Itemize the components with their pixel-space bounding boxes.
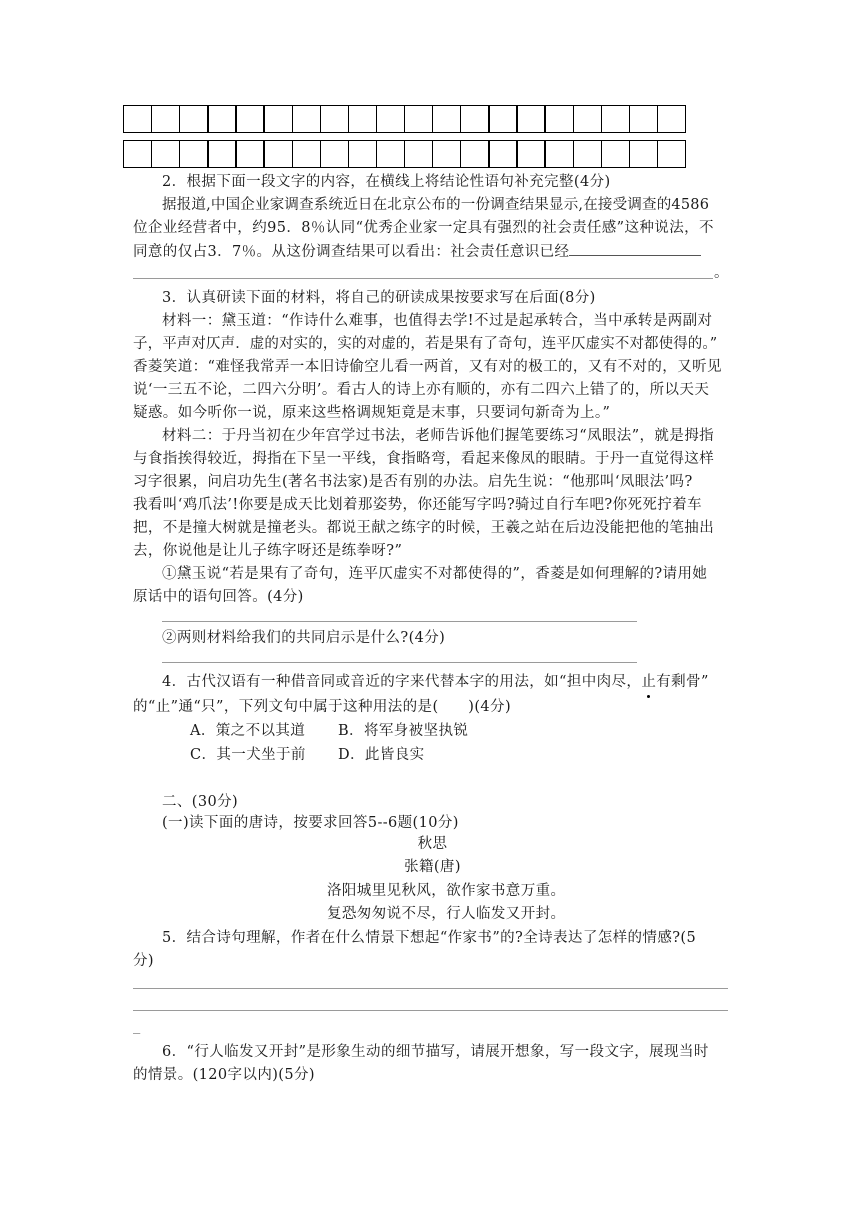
question-2-body: [133, 241, 701, 262]
grid-cell[interactable]: [179, 140, 208, 168]
answer-line[interactable]: [133, 278, 713, 279]
answer-line[interactable]: [162, 662, 637, 663]
question-4-text: 4．古代汉语有一种借音同或音近的字来代替本字的用法，如“担中肉尽，: [162, 674, 642, 690]
material-2-text: 去，你说他是让儿子练字呀还是练拳呀?”: [133, 543, 403, 559]
answer-blank[interactable]: [569, 241, 701, 256]
grid-cell[interactable]: [123, 140, 152, 168]
question-4-text: 的“止”通“只”，下列文句中属于这种用法的是( )(4分): [133, 699, 512, 715]
question-2-body-text: 同意的仅占3．7％。从这份调查结果可以看出：社会责任意识已经: [133, 244, 570, 260]
grid-cell[interactable]: [573, 105, 602, 133]
grid-cell[interactable]: [404, 105, 433, 133]
grid-cell[interactable]: [544, 140, 573, 168]
option-d[interactable]: D．此皆良实: [338, 747, 425, 763]
grid-cell[interactable]: [460, 140, 489, 168]
question-2-body: 位企业经营者中，约95．8％认同“优秀企业家一定具有强烈的社会责任感”这种说法，不: [133, 220, 714, 236]
poem-line: 洛阳城里见秋风，欲作家书意万重。: [327, 883, 566, 899]
grid-cell[interactable]: [292, 105, 321, 133]
material-2-text: 我看叫‘鸡爪法’!你要是成天比划着那姿势，你还能写字吗?骑过自行车吧?你死死拧着车: [133, 497, 702, 513]
grid-cell[interactable]: [516, 105, 545, 133]
question-4-title: [162, 672, 709, 692]
answer-line[interactable]: [162, 621, 637, 622]
answer-tail-mark: _: [133, 1018, 141, 1034]
question-2-title: 2．根据下面一段文字的内容，在横线上将结论性语句补充完整(4分): [162, 174, 611, 190]
material-1-text: 疑惑。如今听你一说，原来这些格调规矩竟是末事，只要词句新奇为上。”: [133, 405, 611, 421]
grid-cell[interactable]: [207, 140, 236, 168]
writing-grid-row[interactable]: [123, 140, 686, 168]
question-2-body: 据报道,中国企业家调查系统近日在北京公布的一份调查结果显示,在接受调查的4586: [162, 197, 710, 213]
question-5-title: 分): [133, 953, 154, 969]
material-1-text: 说‘一三五不论，二四六分明’。看古人的诗上亦有顺的，亦有二四六上错了的，所以天天: [133, 382, 710, 398]
grid-cell[interactable]: [432, 105, 461, 133]
sub-question-1: ①黛玉说“若是果有了奇句，连平仄虚实不对都使得的”，香菱是如何理解的?请用她: [162, 566, 708, 582]
period-mark: 。: [714, 265, 729, 281]
question-5-title: 5．结合诗句理解，作者在什么情景下想起“作家书”的?全诗表达了怎样的情感?(5: [162, 930, 697, 946]
grid-cell[interactable]: [151, 140, 180, 168]
grid-cell[interactable]: [488, 105, 517, 133]
grid-cell[interactable]: [376, 105, 405, 133]
material-2-text: 把，不是撞大树就是撞老头。都说王献之练字的时候，王羲之站在后边没能把他的笔抽出: [133, 520, 715, 536]
option-b[interactable]: B．将军身被坚执锐: [338, 723, 469, 739]
grid-cell[interactable]: [263, 105, 292, 133]
question-6-title: 的情景。(120字以内)(5分): [133, 1067, 315, 1083]
grid-cell[interactable]: [544, 105, 573, 133]
grid-cell[interactable]: [573, 140, 602, 168]
grid-cell[interactable]: [292, 140, 321, 168]
emphasis-char: 止: [641, 674, 657, 690]
grid-cell[interactable]: [263, 140, 292, 168]
material-1-text: 材料一：黛玉道：“作诗什么难事，也值得去学!不过是起承转合，当中承转是两副对: [162, 313, 713, 329]
question-3-title: 3．认真研读下面的材料，将自己的研读成果按要求写在后面(8分): [162, 290, 596, 306]
grid-cell[interactable]: [657, 140, 686, 168]
section-2-header: 二、(30分): [162, 794, 239, 810]
grid-cell[interactable]: [151, 105, 180, 133]
grid-cell[interactable]: [460, 105, 489, 133]
grid-cell[interactable]: [179, 105, 208, 133]
sub-question-2: ②两则材料给我们的共同启示是什么?(4分): [162, 630, 446, 646]
sub-question-1: 原话中的语句回答。(4分): [133, 589, 304, 605]
grid-cell[interactable]: [488, 140, 517, 168]
question-4-text: 有剩骨”: [656, 674, 709, 690]
material-1-text: 子，平声对仄声．虚的对实的，实的对虚的，若是果有了奇句，连平仄虚实不对都使得的。”: [133, 336, 718, 352]
material-2-text: 与食指挨得较近，拇指在下呈一平线，食指略弯，看起来像凤的眼睛。于丹一直觉得这样: [133, 451, 715, 467]
grid-cell[interactable]: [207, 105, 236, 133]
material-2-text: 材料二：于丹当初在少年宫学过书法，老师告诉他们握笔要练习“凤眼法”，就是拇指: [162, 428, 715, 444]
poem-title: 秋思: [417, 836, 448, 852]
question-6-title: 6．“行人临发又开封”是形象生动的细节描写，请展开想象，写一段文字，展现当时: [162, 1044, 709, 1060]
poem-line: 复恐匆匆说不尽，行人临发又开封。: [327, 906, 566, 922]
grid-cell[interactable]: [601, 105, 630, 133]
grid-cell[interactable]: [516, 140, 545, 168]
grid-cell[interactable]: [601, 140, 630, 168]
grid-cell[interactable]: [348, 140, 377, 168]
grid-cell[interactable]: [123, 105, 152, 133]
option-c[interactable]: C．其一犬坐于前: [190, 747, 306, 763]
section-2-instruction: (一)读下面的唐诗，按要求回答5--6题(10分): [162, 815, 459, 831]
writing-grid-row[interactable]: [123, 105, 686, 133]
material-2-text: 习字很累，问启功先生(著名书法家)是否有别的办法。启先生说：“他那叫‘凤眼法’吗?: [133, 474, 693, 490]
grid-cell[interactable]: [235, 140, 264, 168]
material-1-text: 香菱笑道：“难怪我常弄一本旧诗偷空儿看一两首，又有对的极工的，又有不对的，又听见: [133, 359, 722, 375]
grid-cell[interactable]: [404, 140, 433, 168]
grid-cell[interactable]: [629, 105, 658, 133]
grid-cell[interactable]: [657, 105, 686, 133]
answer-line[interactable]: [133, 1010, 728, 1011]
grid-cell[interactable]: [235, 105, 264, 133]
grid-cell[interactable]: [348, 105, 377, 133]
grid-cell[interactable]: [320, 140, 349, 168]
option-a[interactable]: A．策之不以其道: [190, 723, 306, 739]
grid-cell[interactable]: [376, 140, 405, 168]
grid-cell[interactable]: [320, 105, 349, 133]
grid-cell[interactable]: [629, 140, 658, 168]
answer-line[interactable]: [133, 988, 728, 989]
poem-author: 张籍(唐): [404, 859, 461, 875]
grid-cell[interactable]: [432, 140, 461, 168]
